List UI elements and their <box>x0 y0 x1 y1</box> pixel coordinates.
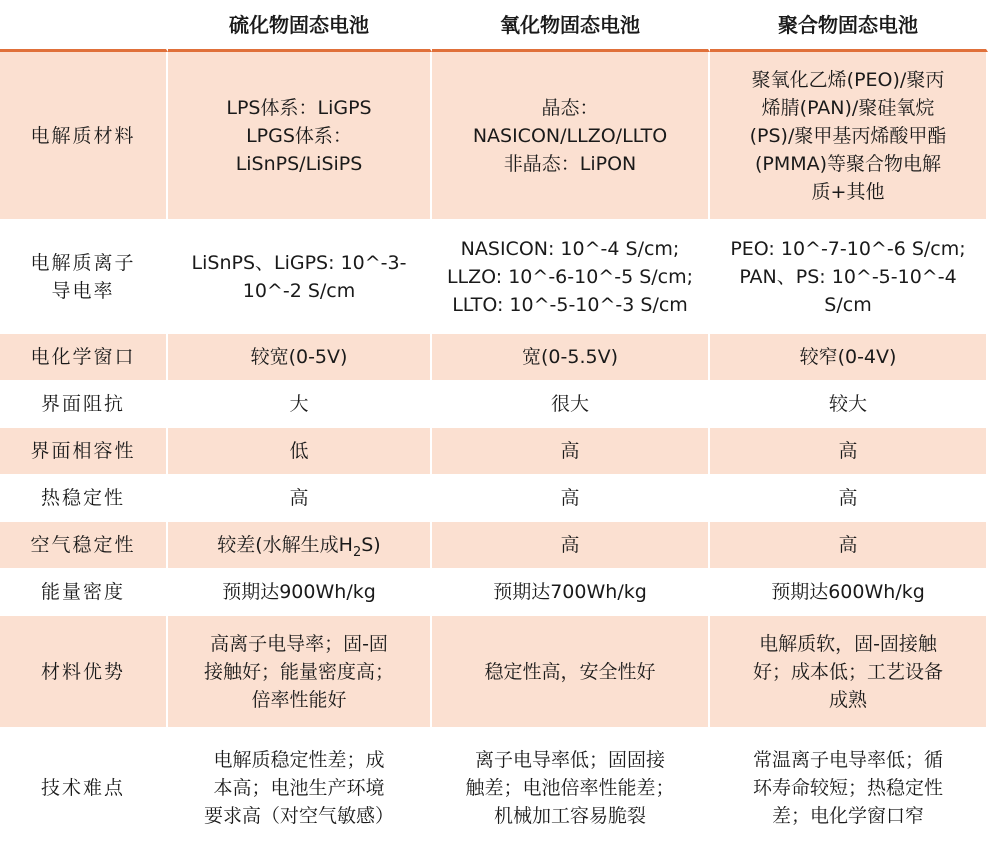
row-electrolyte <box>0 52 988 220</box>
header-oxide: 氧化物固态电池 <box>432 0 710 52</box>
text-line: LLTO: 10^-5-10^-3 S/cm <box>452 293 688 316</box>
text-line: LiSnPS、LiGPS: 10^-3- <box>191 251 407 274</box>
text-line: 环寿命较短；热稳定性 <box>752 776 943 799</box>
row-air-stability <box>0 522 988 569</box>
cell-electrolyte-polymer <box>710 52 988 220</box>
text-line: (PS)/聚甲基丙烯酸甲酯 <box>749 124 947 147</box>
cell-thermal-polymer: 高 <box>710 475 988 522</box>
cell-energy-sulfide: 预期达900Wh/kg <box>168 569 432 616</box>
row-energy-density <box>0 569 988 616</box>
text-line: 机械加工容易脆裂 <box>493 804 646 827</box>
cell-window-polymer: 较窄(0-4V) <box>710 334 988 381</box>
row-label-compatibility: 界面相容性 <box>0 428 168 475</box>
row-label-thermal: 热稳定性 <box>0 475 168 522</box>
cell-electrolyte-oxide <box>432 52 710 220</box>
text-line: S/cm <box>824 293 872 316</box>
text-line: NASICON: 10^-4 S/cm; <box>460 237 680 260</box>
header-row <box>0 0 988 52</box>
text-line: 成熟 <box>828 688 867 711</box>
cell-compatibility-oxide: 高 <box>432 428 710 475</box>
cell-advantage-oxide <box>432 616 710 728</box>
row-label-energy: 能量密度 <box>0 569 168 616</box>
text-line: PAN、PS: 10^-5-10^-4 <box>739 265 957 288</box>
cell-difficulty-oxide <box>432 728 710 848</box>
row-label-electrolyte: 电解质材料 <box>0 52 168 220</box>
text-line: 导电率 <box>51 279 115 302</box>
row-technical-difficulty <box>0 728 988 848</box>
air-sulfide-prefix: 较差(水解生成H <box>217 534 353 556</box>
text-line: PEO: 10^-7-10^-6 S/cm; <box>730 237 966 260</box>
text-line: 10^-2 S/cm <box>242 279 356 302</box>
text-line: (PMMA)等聚合物电解 <box>754 152 942 175</box>
text-line: 接触好；能量密度高； <box>203 660 394 683</box>
row-label-air: 空气稳定性 <box>0 522 168 569</box>
cell-energy-oxide: 预期达700Wh/kg <box>432 569 710 616</box>
text-line: 倍率性能好 <box>251 688 347 711</box>
row-label-advantage: 材料优势 <box>0 616 168 728</box>
text-line: 高离子电导率；固-固 <box>210 632 388 655</box>
row-interface-impedance <box>0 381 988 428</box>
row-conductivity <box>0 220 988 334</box>
text-line: 好；成本低；工艺设备 <box>752 660 943 683</box>
text-line: LLZO: 10^-6-10^-5 S/cm; <box>446 265 694 288</box>
row-thermal-stability <box>0 475 988 522</box>
row-label-window: 电化学窗口 <box>0 334 168 381</box>
text-line: 触差；电池倍率性能差； <box>465 776 675 799</box>
cell-thermal-sulfide: 高 <box>168 475 432 522</box>
cell-compatibility-polymer: 高 <box>710 428 988 475</box>
text-line: LPS体系：LiGPS <box>226 96 372 119</box>
row-electrochemical-window <box>0 334 988 381</box>
text-line: 质+其他 <box>811 180 885 203</box>
cell-conductivity-sulfide <box>168 220 432 334</box>
row-label-difficulty: 技术难点 <box>0 728 168 848</box>
text-line: NASICON/LLZO/LLTO <box>472 124 668 147</box>
air-sulfide-subscript: 2 <box>352 544 362 560</box>
cell-conductivity-oxide <box>432 220 710 334</box>
text-line: 离子电导率低；固固接 <box>474 748 665 771</box>
text-line: 要求高（对空气敏感） <box>203 804 394 827</box>
row-label-impedance: 界面阻抗 <box>0 381 168 428</box>
cell-air-polymer: 高 <box>710 522 988 569</box>
cell-difficulty-sulfide <box>168 728 432 848</box>
text-line: 电解质离子 <box>30 251 136 274</box>
text-line: 聚氧化乙烯(PEO)/聚丙 <box>751 68 945 91</box>
cell-impedance-sulfide: 大 <box>168 381 432 428</box>
text-line: 本高；电池生产环境 <box>213 776 385 799</box>
cell-compatibility-sulfide: 低 <box>168 428 432 475</box>
cell-energy-polymer: 预期达600Wh/kg <box>710 569 988 616</box>
cell-air-sulfide <box>168 522 432 569</box>
row-label-conductivity <box>0 220 168 334</box>
cell-conductivity-polymer <box>710 220 988 334</box>
header-sulfide: 硫化物固态电池 <box>168 0 432 52</box>
text-line: LiSnPS/LiSiPS <box>235 152 363 175</box>
text-line: 常温离子电导率低；循 <box>752 748 943 771</box>
text-line: 晶态： <box>541 96 599 119</box>
row-material-advantage <box>0 616 988 728</box>
cell-advantage-polymer <box>710 616 988 728</box>
text-line: 电解质软，固-固接触 <box>759 632 937 655</box>
row-interface-compatibility <box>0 428 988 475</box>
text-line: 电解质稳定性差；成 <box>213 748 385 771</box>
cell-window-sulfide: 较宽(0-5V) <box>168 334 432 381</box>
cell-impedance-polymer: 较大 <box>710 381 988 428</box>
text-line: 稳定性高，安全性好 <box>484 660 656 683</box>
text-line: 烯腈(PAN)/聚硅氧烷 <box>761 96 935 119</box>
text-line: LPGS体系： <box>246 124 352 147</box>
cell-window-oxide: 宽(0-5.5V) <box>432 334 710 381</box>
header-polymer: 聚合物固态电池 <box>710 0 988 52</box>
header-blank-cell <box>0 0 168 52</box>
cell-advantage-sulfide <box>168 616 432 728</box>
text-line: 差；电化学窗口窄 <box>771 804 924 827</box>
text-line: 非晶态：LiPON <box>503 152 637 175</box>
air-sulfide-suffix: S) <box>361 534 381 556</box>
cell-impedance-oxide: 很大 <box>432 381 710 428</box>
cell-electrolyte-sulfide <box>168 52 432 220</box>
cell-difficulty-polymer <box>710 728 988 848</box>
cell-thermal-oxide: 高 <box>432 475 710 522</box>
cell-air-oxide: 高 <box>432 522 710 569</box>
